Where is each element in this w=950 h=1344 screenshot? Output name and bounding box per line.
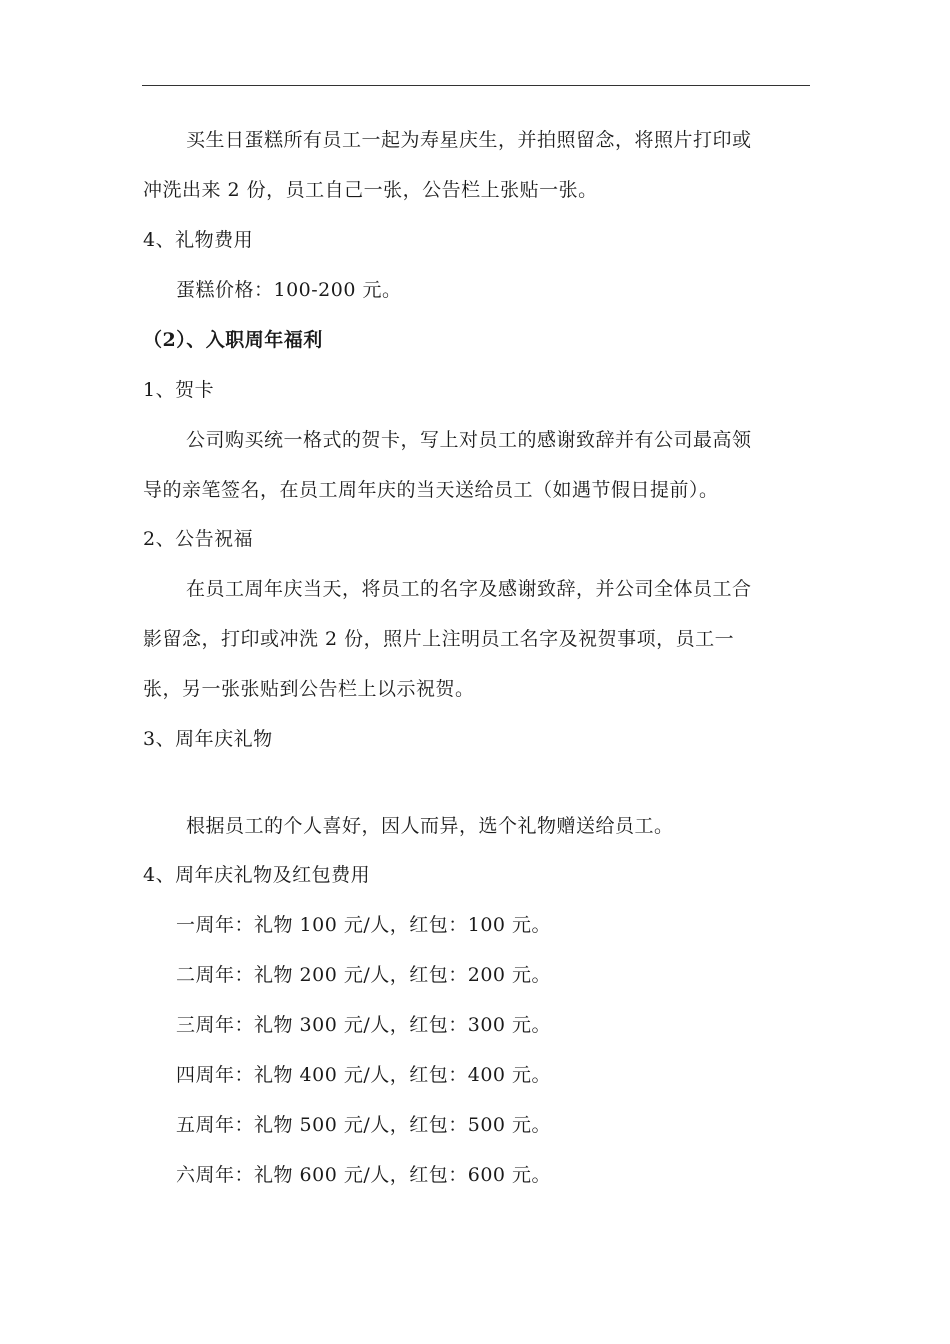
section-heading: 4、礼物费用 — [143, 229, 254, 251]
paragraph-line: 影留念，打印或冲洗 2 份，照片上注明员工名字及祝贺事项，员工一 — [143, 628, 735, 650]
paragraph-line: 买生日蛋糕所有员工一起为寿星庆生，并拍照留念，将照片打印或 — [186, 129, 752, 151]
paragraph-line: 根据员工的个人喜好，因人而异，选个礼物赠送给员工。 — [186, 815, 674, 837]
subsection-title: （2）、入职周年福利 — [143, 329, 323, 351]
paragraph-line: 导的亲笔签名，在员工周年庆的当天送给员工（如遇节假日提前）。 — [143, 479, 719, 501]
fee-item: 五周年：礼物 500 元/人，红包：500 元。 — [176, 1114, 552, 1136]
paragraph-line: 在员工周年庆当天，将员工的名字及感谢致辞，并公司全体员工合 — [186, 578, 752, 600]
fee-item: 二周年：礼物 200 元/人，红包：200 元。 — [176, 964, 552, 986]
paragraph-line: 冲洗出来 2 份，员工自己一张，公告栏上张贴一张。 — [143, 179, 598, 201]
fee-item: 三周年：礼物 300 元/人，红包：300 元。 — [176, 1014, 552, 1036]
section-heading: 2、公告祝福 — [143, 528, 254, 550]
paragraph-line: 蛋糕价格：100-200 元。 — [176, 279, 402, 301]
fee-item: 一周年：礼物 100 元/人，红包：100 元。 — [176, 914, 552, 936]
header-rule — [142, 85, 810, 86]
section-heading: 3、周年庆礼物 — [143, 728, 273, 750]
section-heading: 1、贺卡 — [143, 379, 215, 401]
fee-item: 六周年：礼物 600 元/人，红包：600 元。 — [176, 1164, 552, 1186]
paragraph-line: 张，另一张张贴到公告栏上以示祝贺。 — [143, 678, 475, 700]
section-heading: 4、周年庆礼物及红包费用 — [143, 864, 371, 886]
fee-item: 四周年：礼物 400 元/人，红包：400 元。 — [176, 1064, 552, 1086]
paragraph-line: 公司购买统一格式的贺卡，写上对员工的感谢致辞并有公司最高领 — [186, 429, 752, 451]
